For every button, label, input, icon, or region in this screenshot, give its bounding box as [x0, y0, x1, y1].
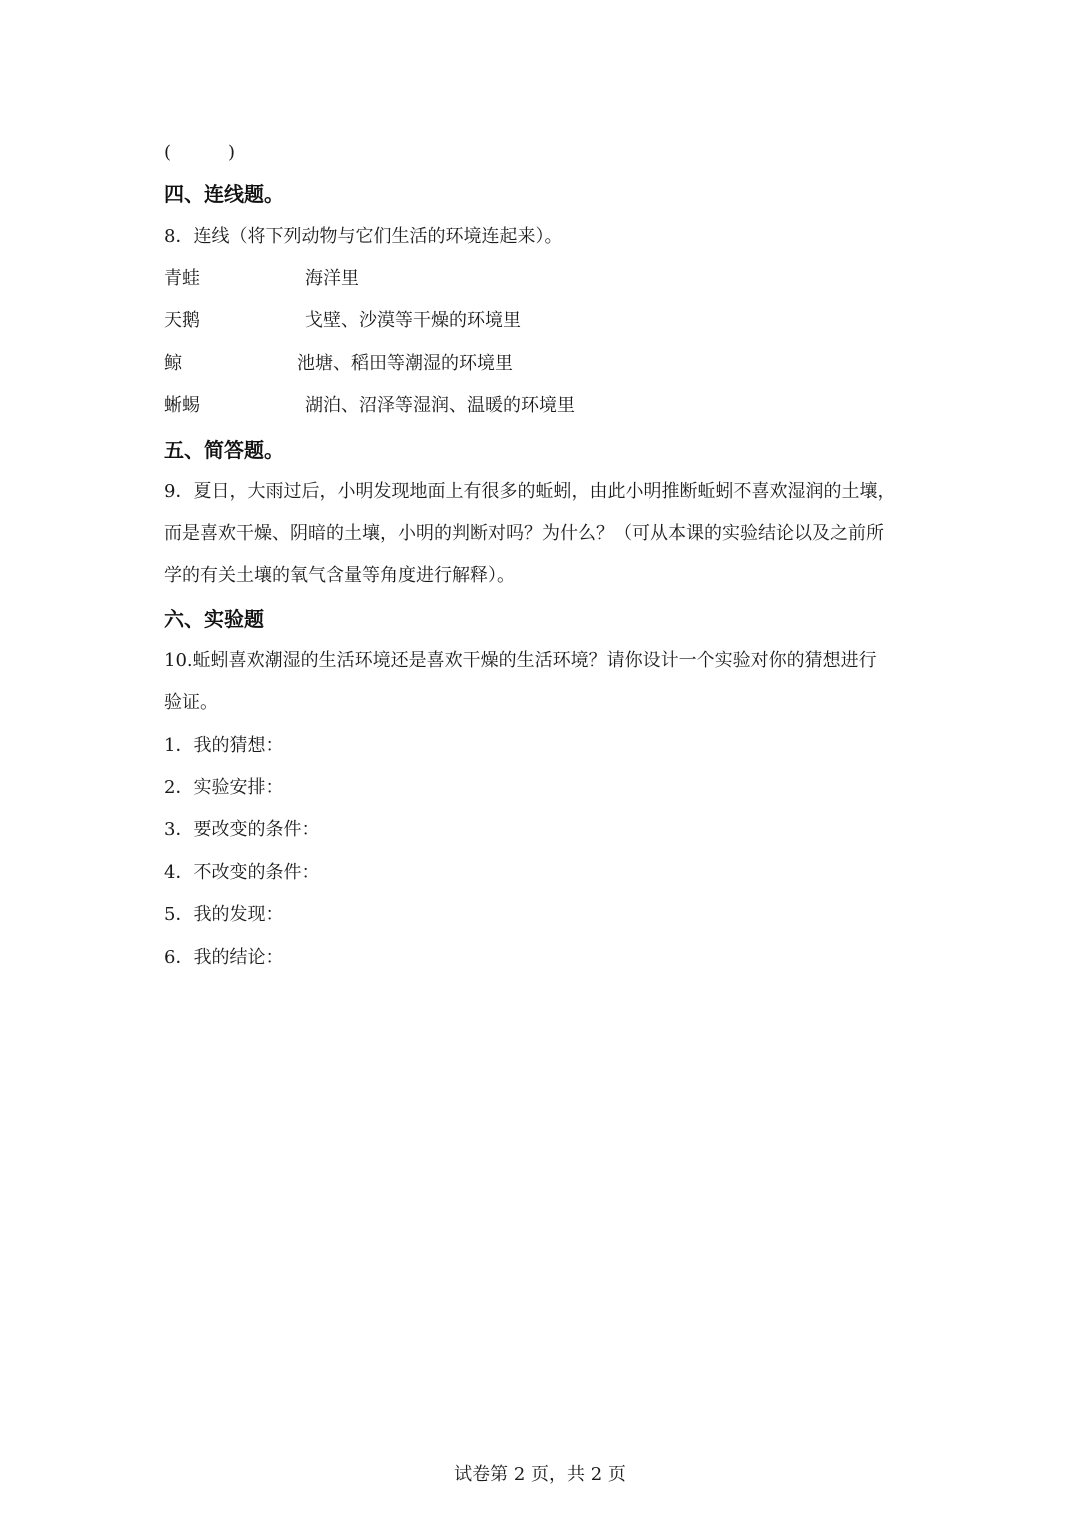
question-8-text: 8．连线（将下列动物与它们生活的环境连起来）。: [164, 226, 563, 247]
animal-swan[interactable]: 天鹅: [164, 310, 200, 331]
habitat-desert[interactable]: 戈壁、沙漠等干燥的环境里: [305, 310, 521, 331]
habitat-pond[interactable]: 池塘、稻田等潮湿的环境里: [297, 353, 513, 374]
experiment-item-hypothesis: 1．我的猜想：: [164, 735, 284, 756]
answer-parentheses: [164, 141, 244, 165]
section-heading-experiment: 六、实验题: [164, 607, 264, 631]
question-9-line: 而是喜欢干燥、阴暗的土壤，小明的判断对吗？为什么？（可从本课的实验结论以及之前所: [164, 523, 884, 544]
animal-lizard[interactable]: 蜥蜴: [164, 395, 200, 416]
section-heading-short-answer: 五、简答题。: [164, 438, 284, 462]
habitat-lake[interactable]: 湖泊、沼泽等湿润、温暖的环境里: [305, 395, 575, 416]
experiment-item-conclusion: 6．我的结论：: [164, 947, 284, 968]
section-heading-matching: 四、连线题。: [164, 182, 284, 206]
experiment-item-arrangement: 2．实验安排：: [164, 777, 284, 798]
animal-frog[interactable]: 青蛙: [164, 268, 200, 289]
question-10-line: 验证。: [164, 692, 218, 713]
habitat-ocean[interactable]: 海洋里: [305, 268, 359, 289]
paren-close: ): [228, 142, 236, 163]
experiment-item-changed-conditions: 3．要改变的条件：: [164, 819, 320, 840]
experiment-item-unchanged-conditions: 4．不改变的条件：: [164, 862, 320, 883]
question-10-line: 10.蚯蚓喜欢潮湿的生活环境还是喜欢干燥的生活环境？请你设计一个实验对你的猜想进行: [164, 650, 877, 671]
question-9-line: 9．夏日，大雨过后，小明发现地面上有很多的蚯蚓，由此小明推断蚯蚓不喜欢湿润的土壤，: [164, 481, 896, 502]
experiment-item-findings: 5．我的发现：: [164, 904, 284, 925]
page-footer: 试卷第 2 页，共 2 页: [454, 1464, 626, 1485]
paren-open: (: [164, 142, 172, 163]
animal-whale[interactable]: 鲸: [164, 353, 182, 374]
question-9-line: 学的有关土壤的氧气含量等角度进行解释）。: [164, 565, 515, 586]
